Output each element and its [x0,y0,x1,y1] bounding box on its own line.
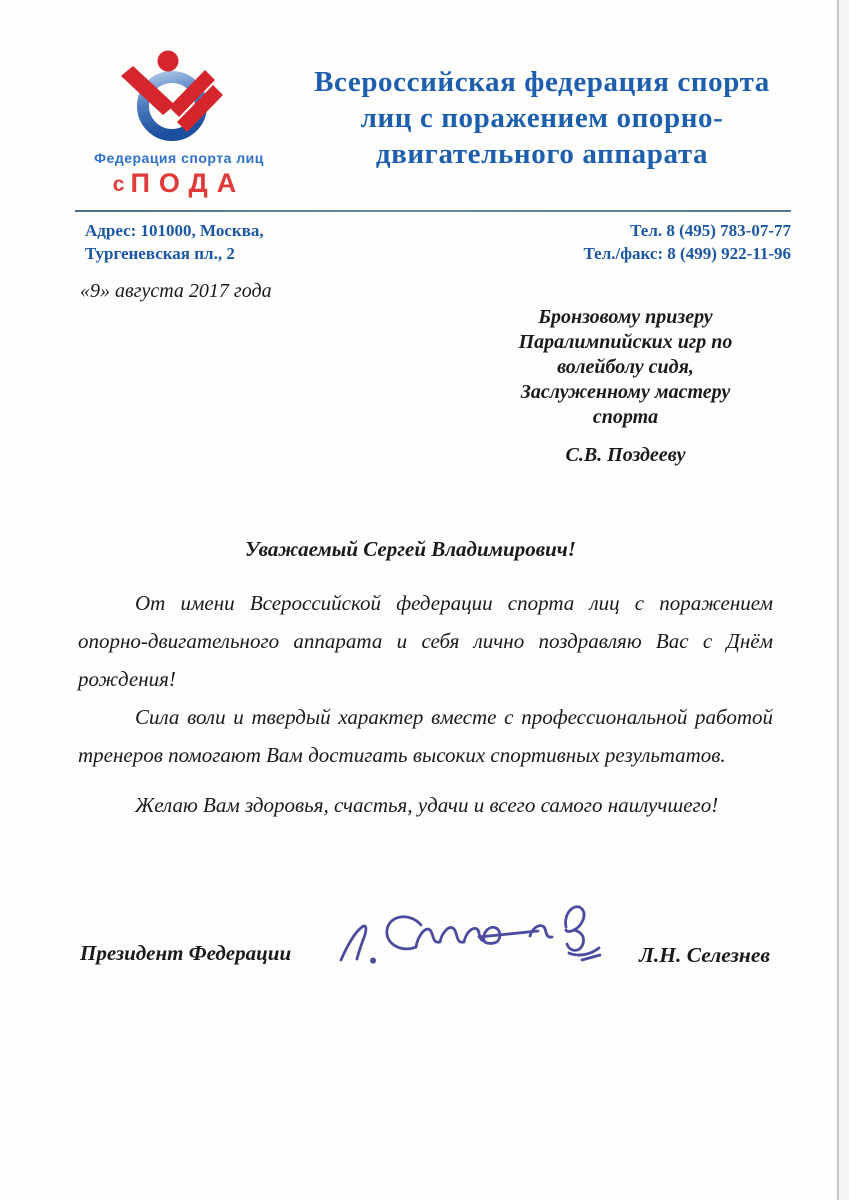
recipient-line-1: Бронзовому призеру [538,306,713,328]
recipient-name: С.В. Поздееву [565,444,686,466]
scan-page-edge [839,0,849,1200]
letter-date: «9» августа 2017 года [80,280,272,302]
recipient-line-3: волейболу сидя, [557,356,694,378]
letter-body [78,584,773,824]
address-line-2: Тургеневская пл., 2 [85,244,235,263]
salutation: Уважаемый Сергей Владимирович! [245,537,576,561]
organization-title [278,64,806,172]
recipient-line-5: спорта [592,406,659,428]
scan-edge-line [837,0,839,1200]
recipient-block [468,305,783,468]
header-divider [75,210,791,212]
address-block [85,219,264,265]
address-line-1: Адрес: 101000, Москва, [85,221,264,240]
signer-title: Президент Федерации [80,941,292,965]
paragraph-2: Сила воли и твердый характер вместе с профессиональной работой тренеров помогают Вам достигать высоких спортивных результатов. [78,705,773,767]
signer-name: Л.Н. Селезнев [639,943,770,967]
logo-acronym [84,168,274,199]
phone-line-2: Тел./факс: 8 (499) 922-11-96 [583,244,791,263]
logo-caption: Федерация спорта лиц [94,150,264,166]
phone-line-1: Тел. 8 (495) 783-07-77 [630,221,791,240]
org-title-line-2: лиц с поражением опорно- [360,102,724,134]
recipient-line-2: Паралимпийских игр по [518,331,733,353]
org-title-line-3: двигательного аппарата [375,138,709,170]
logo-acronym-caps: ПОДА [130,168,246,198]
federation-logo [84,48,274,199]
paragraph-3: Желаю Вам здоровья, счастья, удачи и всего самого наилучшего! [135,793,719,817]
org-title-line-1: Всероссийская федерация спорта [314,66,770,98]
logo-acronym-prefix: с [112,173,131,196]
paragraph-1: От имени Всероссийской федерации спорта лиц с поражением опорно-двигательного аппарата и себя лично поздравляю Вас с Днём рождения! [78,591,773,691]
federation-logo-icon [104,48,254,148]
phone-block [583,219,791,265]
signature-icon [333,896,605,970]
recipient-line-4: Заслуженному мастеру [520,381,731,403]
